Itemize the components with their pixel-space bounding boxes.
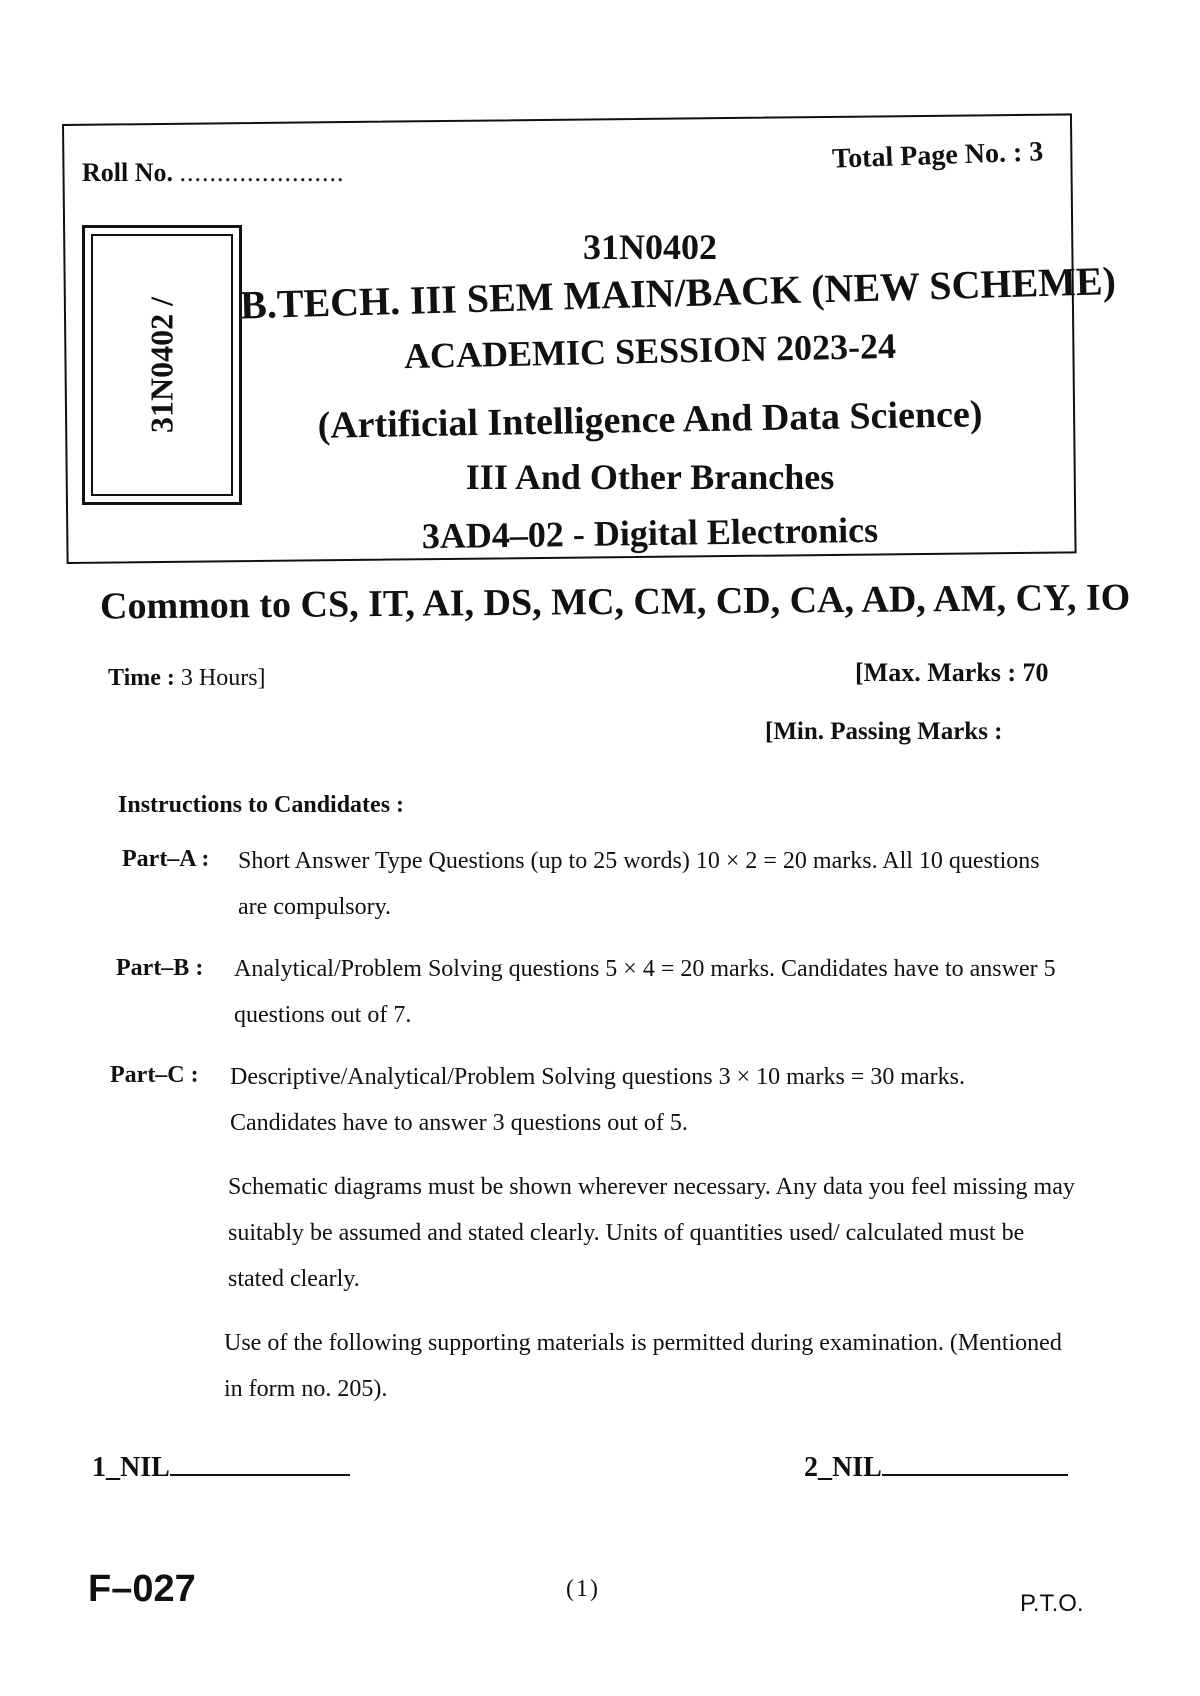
- part-b-text: Analytical/Problem Solving questions 5 × 4 = 20 marks. Candidates have to answer 5 questions out of 7.: [234, 956, 1056, 1028]
- side-paper-code: 31N0402 /: [143, 297, 180, 433]
- part-c-label: Part–C :: [110, 1062, 199, 1088]
- material-item-2: [804, 1452, 1068, 1484]
- material-item-2-label: 2_NIL: [804, 1452, 882, 1483]
- material-item-2-line: [882, 1474, 1068, 1476]
- min-passing-marks: [Min. Passing Marks :: [765, 718, 1003, 745]
- material-item-1: [92, 1452, 350, 1484]
- part-b-label: Part–B :: [116, 955, 204, 981]
- instructions-heading: Instructions to Candidates :: [118, 792, 405, 818]
- roll-number-label: Roll No.: [82, 158, 173, 187]
- part-a-label: Part–A :: [122, 846, 210, 872]
- side-code-box: [82, 225, 242, 505]
- exam-time-label: Time :: [108, 665, 175, 691]
- page-number: (1): [566, 1576, 600, 1602]
- material-item-1-label: 1_NIL: [92, 1452, 170, 1483]
- exam-time-value: 3 Hours]: [180, 665, 266, 691]
- course-title: B.TECH. III SEM MAIN/BACK (NEW SCHEME): [239, 257, 1117, 328]
- material-item-1-line: [170, 1474, 350, 1476]
- exam-time: [108, 665, 266, 692]
- roll-number-field: [82, 158, 345, 188]
- total-page-count: Total Page No. : 3: [831, 136, 1044, 175]
- subject-title: 3AD4–02 - Digital Electronics: [421, 509, 879, 557]
- academic-session: ACADEMIC SESSION 2023-24: [403, 325, 897, 377]
- max-marks: [Max. Marks : 70: [855, 658, 1049, 687]
- common-to-branches: Common to CS, IT, AI, DS, MC, CM, CD, CA, AD, AM, CY, IO: [99, 576, 1131, 628]
- part-c-text: Descriptive/Analytical/Problem Solving questions 3 × 10 marks = 30 marks. Candidates have to answer 3 questions out of 5.: [230, 1064, 965, 1136]
- form-code: F–027: [88, 1568, 196, 1610]
- branch-name: (Artificial Intelligence And Data Science): [317, 393, 983, 447]
- materials-instructions: Use of the following supporting materials is permitted during examination. (Mentioned in form no. 205).: [224, 1330, 1062, 1402]
- part-a-text: Short Answer Type Questions (up to 25 words) 10 × 2 = 20 marks. All 10 questions are compulsory.: [238, 848, 1040, 920]
- please-turn-over: P.T.O.: [1020, 1590, 1084, 1617]
- other-branches: III And Other Branches: [465, 457, 835, 497]
- paper-code: 31N0402: [583, 227, 717, 267]
- roll-number-dots: ......................: [179, 158, 345, 187]
- schematic-instructions: Schematic diagrams must be shown wherever necessary. Any data you feel missing may suitably be assumed and stated clearly. Units of quantities used/ calculated must be stated clearly.: [228, 1174, 1075, 1292]
